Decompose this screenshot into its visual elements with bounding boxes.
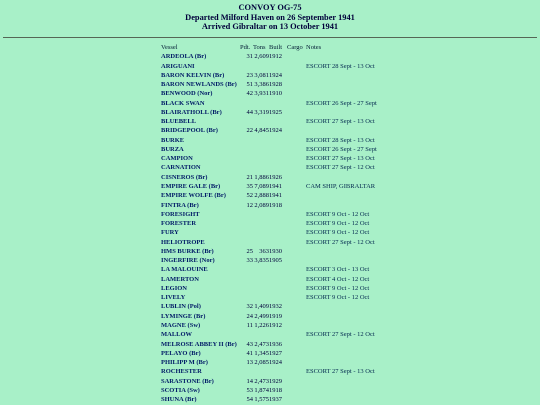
cell-vessel: BURZA [161,145,184,153]
cell-vessel: BRIDGEPOOL (Br) [161,127,218,135]
table-row [161,367,406,376]
cell-built: 1941 [269,182,282,190]
cell-pdt [240,136,253,145]
cell-vessel: SCOTIA (Sw) [161,386,200,394]
cell-built: 1937 [269,396,282,404]
cell-tons [253,284,269,293]
cell-tons: 1,226 [254,321,269,329]
cell-notes [306,80,406,89]
cell-tons [253,136,269,145]
cell-built [269,293,287,302]
page-title: CONVOY OG-75 [238,3,302,12]
cell-notes: ESCORT 9 Oct - 12 Oct [306,294,370,302]
cell-vessel: LUBLIN (Pol) [161,303,201,311]
cell-built [269,99,287,108]
cell-built: 1926 [269,173,282,181]
cell-vessel: BLAIRATHOLL (Br) [161,108,222,116]
cell-cargo [287,330,306,339]
cell-cargo [287,99,306,108]
cell-cargo [287,284,306,293]
cell-pdt: 14 [246,377,253,385]
table-row [161,80,406,89]
cell-notes [306,312,406,321]
column-header-built: Built [269,44,283,51]
cell-notes: ESCORT 27 Sept - 13 Oct [306,118,375,126]
cell-tons [253,367,269,376]
table-row [161,330,406,339]
cell-vessel: LIVELY [161,294,186,302]
cell-pdt: 22 [246,127,253,135]
cell-vessel: FORESIGHT [161,210,200,218]
cell-notes [306,247,406,256]
table-row [161,358,406,367]
cell-pdt: 53 [246,386,253,394]
cell-tons [253,238,269,247]
column-header-vessel: Vessel [161,44,178,51]
convoy-table-body [161,52,406,404]
table-row [161,284,406,293]
cell-tons [253,99,269,108]
cell-cargo [287,349,306,358]
cell-vessel: LYMINGE (Br) [161,312,206,320]
cell-tons: 2,089 [254,201,269,209]
table-row [161,117,406,126]
column-header-cargo: Cargo [287,44,303,51]
table-row [161,99,406,108]
cell-cargo [287,117,306,126]
table-row [161,302,406,311]
cell-vessel: LA MALOUINE [161,266,208,274]
cell-cargo [287,293,306,302]
cell-built [269,330,287,339]
cell-built: 1924 [269,127,282,135]
cell-vessel: FORESTER [161,220,197,228]
cell-built [269,163,287,172]
table-row [161,219,406,228]
table-row [161,275,406,284]
cell-built: 1918 [269,386,282,394]
cell-vessel: FINTRA (Br) [161,201,199,209]
cell-pdt [240,145,253,154]
cell-cargo [287,191,306,200]
cell-notes: ESCORT 28 Sept - 13 Oct [306,136,375,144]
cell-cargo [287,201,306,210]
cell-built [269,62,287,71]
cell-vessel: BARON KELVIN (Br) [161,71,225,79]
table-row [161,201,406,210]
cell-vessel: BENWOOD (Nor) [161,90,213,98]
cell-tons [253,154,269,163]
cell-cargo [287,71,306,80]
cell-notes [306,191,406,200]
cell-pdt: 31 [246,53,253,61]
cell-notes [306,256,406,265]
cell-cargo [287,136,306,145]
cell-cargo [287,173,306,182]
cell-pdt [240,163,253,172]
cell-tons: 3,386 [254,81,269,89]
cell-vessel: MAGNE (Sw) [161,321,201,329]
cell-tons: 2,085 [254,359,269,367]
cell-pdt: 35 [246,182,253,190]
cell-cargo [287,395,306,404]
cell-pdt: 54 [246,396,253,404]
cell-tons: 7,089 [254,182,269,190]
cell-cargo [287,265,306,274]
cell-notes: ESCORT 27 Sept - 13 Oct [306,155,375,163]
cell-vessel: CARNATION [161,164,201,172]
table-row [161,52,406,61]
cell-pdt [240,330,253,339]
cell-notes [306,358,406,367]
table-row [161,349,406,358]
cell-pdt: 25 [246,247,253,255]
cell-tons: 1,345 [254,349,269,357]
cell-tons: 3,931 [254,90,269,98]
cell-cargo [287,89,306,98]
cell-notes: ESCORT 26 Sept - 27 Sept [306,145,377,153]
cell-pdt: 21 [246,173,253,181]
cell-notes: ESCORT 27 Sept - 12 Oct [306,238,375,246]
table-row [161,312,406,321]
cell-built [269,275,287,284]
cell-built [269,136,287,145]
cell-cargo [287,219,306,228]
cell-vessel: ROCHESTER [161,368,202,376]
table-row [161,238,406,247]
cell-cargo [287,228,306,237]
cell-cargo [287,367,306,376]
cell-vessel: ARIGUANI [161,62,195,70]
cell-notes: ESCORT 27 Sept - 13 Oct [306,368,375,376]
cell-notes: ESCORT 27 Sept - 12 Oct [306,164,375,172]
cell-tons [253,265,269,274]
cell-vessel: BURKE [161,136,185,144]
cell-vessel: LAMERTON [161,275,199,283]
table-row [161,228,406,237]
cell-notes [306,126,406,135]
cell-vessel: ARDEOLA (Br) [161,53,207,61]
cell-pdt [240,275,253,284]
cell-notes: CAM SHIP, GIBRALTAR [306,182,376,190]
cell-tons: 3,081 [254,71,269,79]
cell-vessel: SHUNA (Br) [161,396,197,404]
cell-built: 1928 [269,81,282,89]
table-row [161,247,406,256]
cell-cargo [287,163,306,172]
cell-tons: 2,609 [254,53,269,61]
departure-line: Departed Milford Haven on 26 September 1941 [185,12,355,22]
table-row [161,145,406,154]
cell-cargo [287,256,306,265]
cell-built [269,265,287,274]
cell-tons: 1,886 [254,173,269,181]
cell-vessel: INGERFIRE (Nor) [161,257,215,265]
table-row [161,154,406,163]
cell-vessel: MELROSE ABBEY II (Br) [161,340,237,348]
cell-vessel: MALLOW [161,331,193,339]
cell-cargo [287,154,306,163]
cell-pdt: 32 [246,303,253,311]
cell-notes [306,321,406,330]
cell-built: 1918 [269,201,282,209]
cell-tons [253,228,269,237]
table-row [161,191,406,200]
cell-notes: ESCORT 4 Oct - 12 Oct [306,275,370,283]
cell-built: 1929 [269,377,282,385]
cell-built [269,145,287,154]
cell-pdt: 51 [246,81,253,89]
cell-cargo [287,386,306,395]
cell-notes [306,52,406,61]
cell-built: 1936 [269,340,282,348]
cell-pdt: 43 [246,340,253,348]
cell-tons: 4,845 [254,127,269,135]
cell-pdt [240,99,253,108]
cell-cargo [287,238,306,247]
cell-notes [306,377,406,386]
cell-notes [306,201,406,210]
cell-built: 1932 [269,303,282,311]
arrival-line: Arrived Gibraltar on 13 October 1941 [201,22,339,32]
table-row [161,321,406,330]
cell-cargo [287,247,306,256]
cell-tons [253,219,269,228]
cell-pdt [240,284,253,293]
cell-pdt: 13 [246,359,253,367]
cell-pdt: 52 [246,192,253,200]
table-row [161,377,406,386]
cell-pdt: 12 [246,201,253,209]
cell-pdt [240,219,253,228]
cell-pdt [240,62,253,71]
cell-pdt [240,293,253,302]
cell-pdt [240,117,253,126]
cell-vessel: LEGION [161,284,188,292]
cell-pdt: 33 [246,257,253,265]
cell-vessel: CAMPION [161,155,193,163]
cell-vessel: BLACK SWAN [161,99,205,107]
cell-pdt [240,238,253,247]
column-header-tons: Tons [253,44,266,51]
cell-notes [306,108,406,117]
table-row [161,210,406,219]
cell-cargo [287,108,306,117]
table-row [161,340,406,349]
cell-vessel: BLUEBELL [161,118,197,126]
cell-vessel: HMS BURKE (Br) [161,247,214,255]
cell-notes: ESCORT 9 Oct - 12 Oct [306,210,370,218]
cell-built: 1925 [269,108,282,116]
table-header-row [161,43,406,52]
table-row [161,163,406,172]
cell-vessel: EMPIRE WOLFE (Br) [161,192,226,200]
cell-notes [306,302,406,311]
table-row [161,108,406,117]
cell-notes: ESCORT 9 Oct - 12 Oct [306,229,370,237]
cell-cargo [287,145,306,154]
table-row [161,256,406,265]
cell-tons [253,163,269,172]
cell-cargo [287,340,306,349]
cell-notes: ESCORT 27 Sept - 12 Oct [306,331,375,339]
table-row [161,173,406,182]
cell-tons [253,330,269,339]
cell-cargo [287,210,306,219]
cell-built [269,219,287,228]
cell-cargo [287,377,306,386]
cell-cargo [287,312,306,321]
cell-vessel: FURY [161,229,179,237]
cell-built: 1924 [269,359,282,367]
header-divider [3,37,537,38]
cell-built: 1941 [269,192,282,200]
cell-tons [253,210,269,219]
cell-built [269,210,287,219]
cell-pdt: 23 [246,71,253,79]
cell-tons: 1,874 [254,386,269,394]
cell-notes: ESCORT 3 Oct - 13 Oct [306,266,370,274]
table-row [161,62,406,71]
cell-notes: ESCORT 9 Oct - 12 Oct [306,220,370,228]
cell-tons: 1,575 [254,396,269,404]
cell-built: 1919 [269,312,282,320]
cell-built [269,117,287,126]
cell-notes [306,349,406,358]
cell-cargo [287,126,306,135]
cell-tons: 3,835 [254,257,269,265]
cell-pdt: 42 [246,90,253,98]
table-row [161,293,406,302]
cell-vessel: SARASTONE (Br) [161,377,214,385]
table-row [161,182,406,191]
cell-cargo [287,321,306,330]
cell-notes [306,340,406,349]
cell-notes [306,71,406,80]
cell-vessel: BARON NEWLANDS (Br) [161,81,237,89]
cell-pdt [240,228,253,237]
cell-built: 1927 [269,349,282,357]
cell-tons [253,145,269,154]
cell-tons [253,275,269,284]
table-row [161,71,406,80]
cell-pdt: 41 [246,349,253,357]
cell-tons: 2,888 [254,192,269,200]
cell-vessel: EMPIRE GALE (Br) [161,182,221,190]
cell-built [269,228,287,237]
cell-built: 1930 [269,247,282,255]
cell-notes: ESCORT 26 Sept - 27 Sept [306,99,377,107]
table-row [161,136,406,145]
cell-cargo [287,182,306,191]
cell-notes [306,89,406,98]
cell-pdt [240,265,253,274]
cell-built: 1912 [269,53,282,61]
cell-tons: 2,499 [254,312,269,320]
cell-notes [306,395,406,404]
cell-notes: ESCORT 9 Oct - 12 Oct [306,284,370,292]
cell-cargo [287,62,306,71]
convoy-table [161,43,406,404]
cell-notes [306,386,406,395]
convoy-header [0,0,540,32]
cell-built [269,284,287,293]
cell-pdt [240,154,253,163]
cell-vessel: CISNEROS (Br) [161,173,208,181]
column-header-pdt: Pdt. [240,44,251,51]
cell-tons: 3,319 [254,108,269,116]
cell-notes: ESCORT 28 Sept - 13 Oct [306,62,375,70]
cell-tons [253,62,269,71]
cell-tons [253,117,269,126]
cell-tons: 2,473 [254,377,269,385]
cell-cargo [287,302,306,311]
cell-built: 1924 [269,71,282,79]
table-row [161,395,406,404]
cell-tons [253,293,269,302]
column-header-notes: Notes [306,44,322,51]
cell-vessel: HELIOTROPE [161,238,205,246]
cell-cargo [287,275,306,284]
cell-built: 1905 [269,257,282,265]
cell-built [269,367,287,376]
cell-notes [306,173,406,182]
cell-built [269,238,287,247]
table-row [161,126,406,135]
cell-built [269,154,287,163]
cell-pdt [240,210,253,219]
cell-built: 1910 [269,90,282,98]
table-row [161,386,406,395]
cell-built: 1912 [269,321,282,329]
cell-pdt [240,367,253,376]
cell-pdt: 11 [246,321,253,329]
cell-tons: 2,473 [254,340,269,348]
cell-cargo [287,80,306,89]
cell-tons: 1,409 [254,303,269,311]
table-row [161,265,406,274]
cell-vessel: PELAYO (Br) [161,349,201,357]
cell-pdt: 24 [246,312,253,320]
cell-tons: 363 [259,247,269,255]
table-row [161,89,406,98]
cell-vessel: PHILIPP M (Br) [161,359,208,367]
cell-pdt: 44 [246,108,253,116]
cell-cargo [287,52,306,61]
cell-cargo [287,358,306,367]
